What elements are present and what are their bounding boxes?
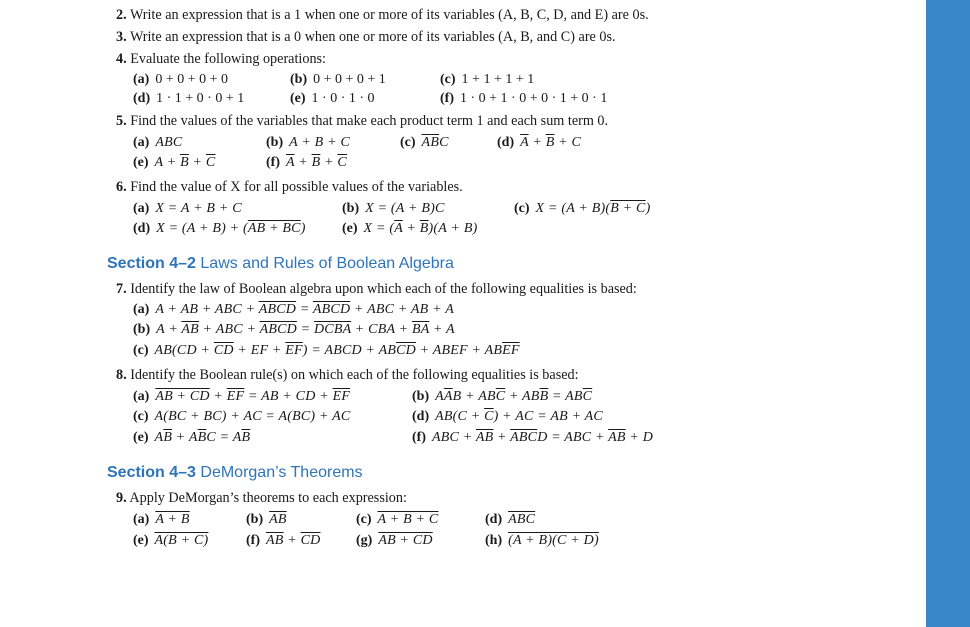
problem-number: 9. [116, 490, 127, 506]
problem-text: Apply DeMorgan’s theorems to each expression: [129, 490, 407, 506]
problem-text: Find the values of the variables that make each product term 1 and each sum term 0. [130, 113, 609, 129]
p8-part-a: (a) AB + CD + $\overline{EF}$ = AB + CD + $\overline{EF}$ [133, 389, 351, 404]
problem-text: Evaluate the following operations: [130, 51, 326, 67]
p9-part-f: (f) $\overline{AB} + \overline{CD}$ [246, 533, 321, 548]
side-color-bar [926, 0, 970, 627]
problem-number: 8. [116, 367, 127, 383]
p6-part-a: (a) X = A + B + C [133, 201, 242, 216]
p9-part-b: (b) $\overline{AB}$ [246, 512, 287, 527]
problem-text: Write an expression that is a 0 when one or more of its variables (A, B, and C) are 0s. [129, 29, 616, 45]
p4-part-a: (a) 0 + 0 + 0 + 0 [133, 72, 229, 87]
p5-part-b: (b) A + B + C [266, 135, 351, 150]
p8-part-b: (b) $A\overline{A}B + AB\overline{C} + AB\overline{B} = AB\overline{C}$ [412, 389, 593, 404]
p5-part-e: (e) $A + \overline{B} + \overline{C}$ [133, 155, 216, 170]
p4-part-f: (f) 1 · 0 + 1 · 0 + 0 · 1 + 0 · 1 [440, 91, 608, 106]
p8-part-c: (c) A(BC + BC) + AC = A(BC) + AC [133, 409, 351, 424]
p6-part-c: (c) X = (A + B)(B + C) [514, 201, 651, 216]
problem-text: Find the value of X for all possible values of the variables. [130, 179, 463, 195]
problem-2 [116, 6, 649, 24]
problem-9 [116, 489, 407, 507]
problem-text: Identify the Boolean rule(s) on which each of the following equalities is based: [130, 367, 579, 383]
problem-4 [116, 50, 326, 68]
problem-5 [116, 112, 608, 130]
problem-number: 2. [116, 7, 127, 23]
p8-part-d: (d) $AB(C + \overline{C})$ + AC = AB + AC [412, 409, 603, 424]
p8-part-f: (f) ABC + $\overline{AB} + \overline{ABC}D$ = ABC + $\overline{AB} + D$ [412, 430, 654, 445]
section-heading-4-3: Section 4–3 DeMorgan’s Theorems [107, 464, 363, 481]
p7-part-c: (c) $AB(CD + \overline{CD}$ + EF + $\overline{EF}$) = ABCD + $AB\overline{CD}$ + ABEF + $AB\overline{EF}$ [133, 343, 520, 358]
p5-part-f: (f) $\overline{A} + \overline{B} + \overline{C}$ [266, 155, 347, 170]
p4-part-c: (c) 1 + 1 + 1 + 1 [440, 72, 535, 87]
p9-part-e: (e) A(B + C) [133, 533, 209, 548]
p5-part-d: (d) $\overline{A} + \overline{B} + C$ [497, 135, 582, 150]
p5-part-c: (c) $\overline{A}\overline{B}C$ [400, 135, 449, 150]
problem-number: 4. [116, 51, 127, 67]
p6-part-d: (d) X = (A + B) + (AB + BC) [133, 221, 306, 236]
problem-3 [116, 28, 616, 46]
p4-part-e: (e) 1 · 0 · 1 · 0 [290, 91, 375, 106]
p9-part-a: (a) A + B [133, 512, 190, 527]
p8-part-e: (e) $A\overline{B} + A\overline{B}C = A\overline{B}$ [133, 430, 251, 445]
problem-number: 5. [116, 113, 127, 129]
p9-part-g: (g) AB + CD [356, 533, 433, 548]
p4-part-b: (b) 0 + 0 + 0 + 1 [290, 72, 386, 87]
p9-part-h: (h) (A + B)(C + D) [485, 533, 599, 548]
p9-part-d: (d) $\overline{ABC}$ [485, 512, 536, 527]
p7-part-a: (a) A + AB + ABC + ABCD = ABCD + ABC + AB + A [133, 302, 454, 317]
section-heading-4-2: Section 4–2 Laws and Rules of Boolean Algebra [107, 255, 454, 272]
problem-text: Write an expression that is a 1 when one or more of its variables (A, B, C, D, and E) are 0s. [129, 7, 649, 23]
p5-part-a: (a) ABC [133, 135, 183, 150]
problem-text: Identify the law of Boolean algebra upon which each of the following equalities is based: [130, 281, 637, 297]
problem-number: 3. [116, 29, 127, 45]
p9-part-c: (c) A + B + C [356, 512, 439, 527]
problem-number: 7. [116, 281, 127, 297]
p7-part-b: (b) $A + \overline{AB}$ + ABC + ABCD = DCBA + CBA + $\overline{BA} + A$ [133, 322, 455, 337]
p4-part-d: (d) 1 · 1 + 0 · 0 + 1 [133, 91, 245, 106]
p6-part-e: (e) $X = (\overline{A} + \overline{B})(A + B)$ [342, 221, 478, 236]
problem-6 [116, 178, 463, 196]
problem-number: 6. [116, 179, 127, 195]
problem-7 [116, 280, 637, 298]
p6-part-b: (b) X = (A + B)C [342, 201, 445, 216]
problem-8 [116, 366, 579, 384]
